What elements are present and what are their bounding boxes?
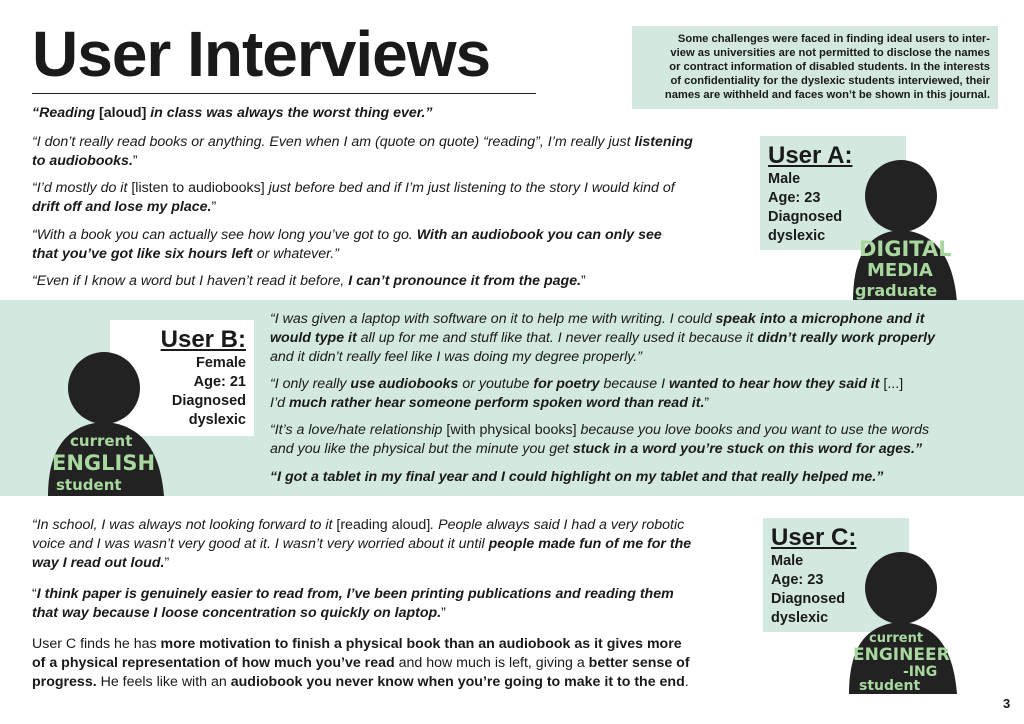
quote: “It’s a love/hate relationship [with physical books] because you love books and you want to use the words and you like the physical but the minute you get stuck in a word you’re stuck on this word for ages.” xyxy=(270,422,930,457)
shirt-text: ENGINEER xyxy=(853,645,950,665)
user-c-silhouette xyxy=(843,550,963,694)
page-number: 3 xyxy=(1003,696,1011,711)
quote: “With a book you can actually see how long you’ve got to go. With an audiobook you can only see that you’ve got like six hours left or whatever.” xyxy=(32,227,662,262)
user-c-age: Age: 23 xyxy=(771,572,824,588)
user-b-age: Age: 21 xyxy=(193,374,246,390)
user-a-quotes xyxy=(32,104,752,291)
user-c-name: User C: xyxy=(771,524,857,551)
shirt-text: current xyxy=(869,631,924,646)
user-c-gender: Male xyxy=(771,553,804,569)
shirt-text: graduate xyxy=(855,281,938,300)
shirt-text: student xyxy=(859,678,921,694)
shirt-text: current xyxy=(70,432,133,450)
notice-line: names are withheld and faces won’t be shown in this journal. xyxy=(664,89,990,101)
notice-line: Some challenges were faced in finding ideal users to inter- xyxy=(677,33,990,45)
user-c-diagnosis: Diagnosed xyxy=(771,591,846,607)
quote: “I only really use audiobooks or youtube for poetry because I wanted to hear how they said it [...] I’d much rather hear someone perform spoken word than read it.” xyxy=(270,376,904,411)
shirt-text: student xyxy=(56,476,122,494)
user-b-gender: Female xyxy=(196,355,246,371)
title-underline xyxy=(32,93,536,94)
quote: “I’d mostly do it [listen to audiobooks] just before bed and if I’m just listening to the story I would kind of drift off and lose my place.” xyxy=(32,180,675,215)
notice-line: of confidentiality for the dyslexic students interviewed, their xyxy=(670,75,990,87)
user-b-name: User B: xyxy=(160,326,246,353)
shirt-text: DIGITAL xyxy=(859,237,952,261)
user-c-summary: User C finds he has more motivation to finish a physical book than an audiobook as it gives more of a physical representation of how much you’ve read and how much is left, giving a better sense of progress. He feels like with an audiobook you never know when you’re going to make it to the end. xyxy=(32,636,690,690)
quote: “I was given a laptop with software on it to help me with writing. I could speak into a microphone and it would type it all up for me and stuff like that. I never really used it because it didn’t really work properly and it didn’t really feel like I was doing my degree properly.” xyxy=(270,311,935,365)
user-b-diagnosis: Diagnosed xyxy=(171,393,246,409)
shirt-text: -ING xyxy=(903,664,938,680)
user-b-silhouette xyxy=(42,350,168,496)
user-a-diagnosis: dyslexic xyxy=(768,228,826,244)
shirt-text: MEDIA xyxy=(867,260,933,281)
user-c-quotes xyxy=(32,516,762,692)
notice-line: view as universities are not permitted to disclose the names xyxy=(670,47,990,59)
quote: “I got a tablet in my final year and I could highlight on my tablet and that really helped me.” xyxy=(270,469,884,485)
notice-line: or contract information of disabled students. In the interests xyxy=(669,61,990,73)
user-a-age: Age: 23 xyxy=(768,190,821,206)
user-a-name: User A: xyxy=(768,142,853,169)
user-a-gender: Male xyxy=(768,171,801,187)
quote: “Reading [aloud] in class was always the worst thing ever.” xyxy=(32,105,433,121)
confidentiality-notice xyxy=(632,26,998,109)
quote: “I think paper is genuinely easier to read from, I’ve been printing publications and reading them that way because I loose concentration so quickly on laptop.” xyxy=(32,586,674,621)
user-c-diagnosis: dyslexic xyxy=(771,610,829,626)
shirt-text: ENGLISH xyxy=(52,451,156,475)
user-b-diagnosis: dyslexic xyxy=(188,412,246,428)
user-a-diagnosis: Diagnosed xyxy=(768,209,843,225)
page-title: User Interviews xyxy=(32,18,491,90)
user-a-silhouette xyxy=(845,158,965,302)
user-b-quotes xyxy=(270,310,1010,487)
quote: “I don’t really read books or anything. Even when I am (quote on quote) “reading”, I’m really just listening to audiobooks.” xyxy=(32,134,693,169)
quote: “In school, I was always not looking forward to it [reading aloud]. People always said I had a very robotic voice and I was wasn’t very good at it. I wasn’t very worried about it until people made fun of me for the way I read out loud.” xyxy=(32,517,692,571)
quote: “Even if I know a word but I haven’t read it before, I can’t pronounce it from the page.” xyxy=(32,273,586,289)
